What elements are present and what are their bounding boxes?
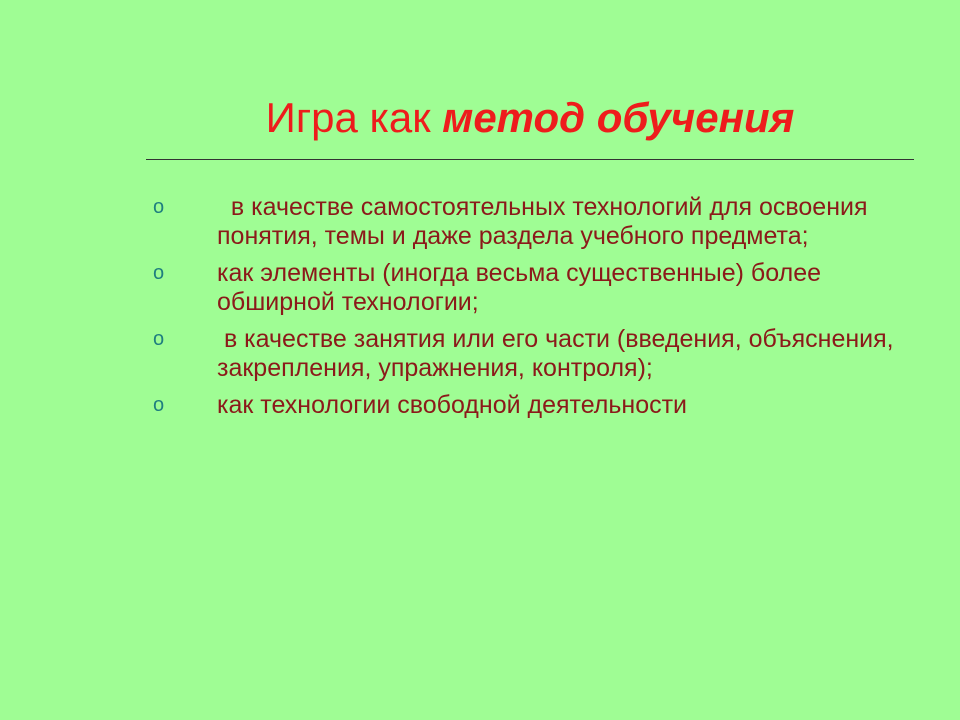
bullet-item (0, 193, 960, 251)
slide-title-plain: Игра как (265, 94, 443, 141)
bullet-text: как технологии свободной деятельности (217, 391, 688, 419)
bullet-item (0, 391, 960, 420)
bullet-list (0, 193, 960, 428)
bullet-circle-icon: o (153, 262, 165, 284)
slide-title (146, 92, 914, 144)
bullet-circle-icon: o (153, 196, 165, 218)
title-divider (146, 159, 914, 160)
bullet-circle-icon: o (153, 394, 165, 416)
bullet-item (0, 325, 960, 383)
bullet-circle-icon: o (153, 328, 165, 350)
bullet-text: в качестве самостоятельных технологий для освоения понятия, темы и даже раздела учебного предмета; (217, 193, 875, 250)
bullet-item (0, 259, 960, 317)
bullet-text: в качестве занятия или его части (введения, объяснения, закрепления, упражнения, контроля); (217, 325, 901, 382)
slide-title-emphasis: метод обучения (442, 94, 795, 141)
bullet-text: как элементы (иногда весьма существенные) более обширной технологии; (217, 259, 828, 316)
